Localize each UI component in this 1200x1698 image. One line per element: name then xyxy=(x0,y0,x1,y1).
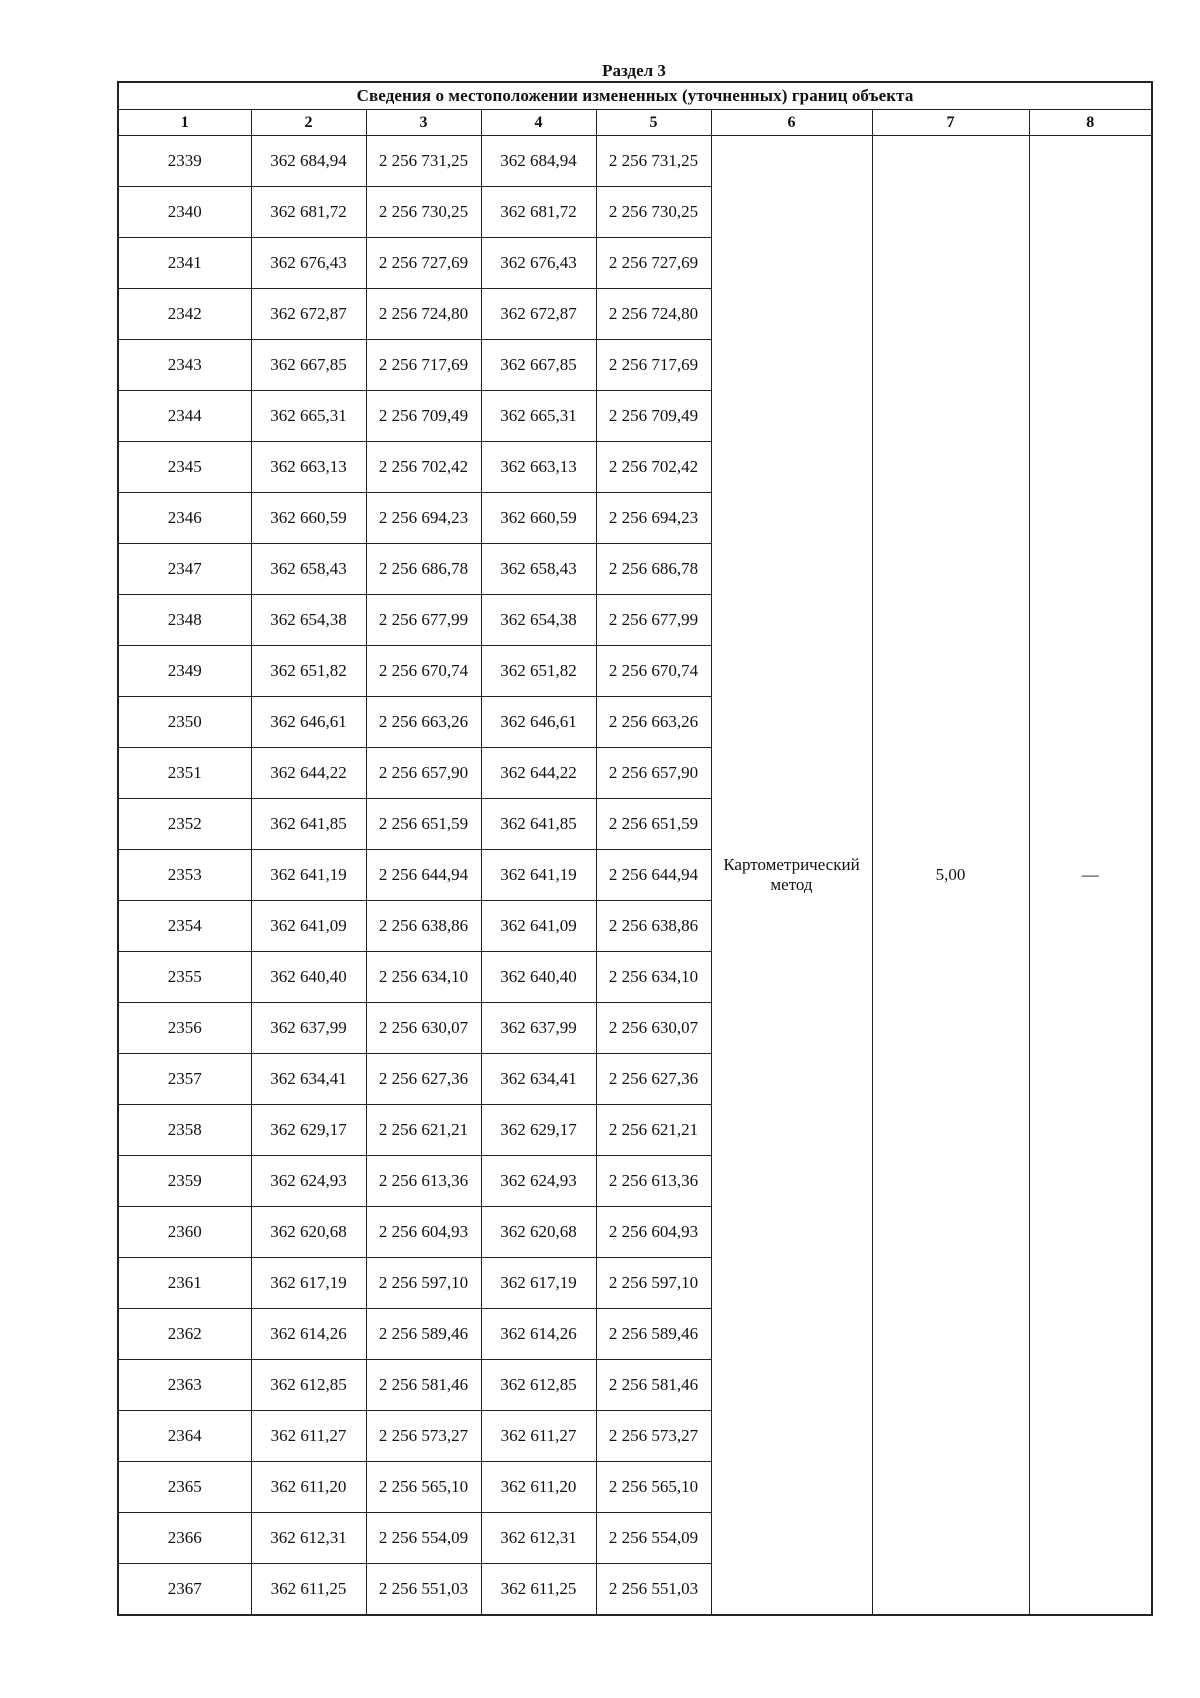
x-coordinate-cell: 362 637,99 xyxy=(251,1003,366,1054)
x-coordinate-cell: 362 676,43 xyxy=(251,238,366,289)
accuracy-cell: 5,00 xyxy=(872,136,1029,1616)
x-coordinate-cell: 362 620,68 xyxy=(251,1207,366,1258)
table-caption-row xyxy=(118,82,1152,110)
point-number-cell: 2340 xyxy=(118,187,251,238)
x-coordinate-new-cell: 362 640,40 xyxy=(481,952,596,1003)
x-coordinate-cell: 362 658,43 xyxy=(251,544,366,595)
y-coordinate-new-cell: 2 256 554,09 xyxy=(596,1513,711,1564)
x-coordinate-new-cell: 362 614,26 xyxy=(481,1309,596,1360)
x-coordinate-cell: 362 634,41 xyxy=(251,1054,366,1105)
y-coordinate-new-cell: 2 256 604,93 xyxy=(596,1207,711,1258)
y-coordinate-new-cell: 2 256 717,69 xyxy=(596,340,711,391)
point-number-cell: 2365 xyxy=(118,1462,251,1513)
x-coordinate-new-cell: 362 641,09 xyxy=(481,901,596,952)
column-number-3: 3 xyxy=(366,110,481,136)
x-coordinate-new-cell: 362 641,19 xyxy=(481,850,596,901)
point-number-cell: 2357 xyxy=(118,1054,251,1105)
point-number-cell: 2353 xyxy=(118,850,251,901)
y-coordinate-cell: 2 256 621,21 xyxy=(366,1105,481,1156)
x-coordinate-cell: 362 640,40 xyxy=(251,952,366,1003)
section-title: Раздел 3 xyxy=(602,61,666,80)
x-coordinate-new-cell: 362 641,85 xyxy=(481,799,596,850)
y-coordinate-cell: 2 256 657,90 xyxy=(366,748,481,799)
y-coordinate-new-cell: 2 256 702,42 xyxy=(596,442,711,493)
y-coordinate-cell: 2 256 551,03 xyxy=(366,1564,481,1616)
x-coordinate-cell: 362 660,59 xyxy=(251,493,366,544)
point-number-cell: 2349 xyxy=(118,646,251,697)
point-number-cell: 2361 xyxy=(118,1258,251,1309)
column-number-6: 6 xyxy=(711,110,872,136)
point-number-cell: 2342 xyxy=(118,289,251,340)
y-coordinate-cell: 2 256 727,69 xyxy=(366,238,481,289)
y-coordinate-new-cell: 2 256 724,80 xyxy=(596,289,711,340)
column-number-8: 8 xyxy=(1029,110,1152,136)
y-coordinate-new-cell: 2 256 634,10 xyxy=(596,952,711,1003)
x-coordinate-new-cell: 362 624,93 xyxy=(481,1156,596,1207)
y-coordinate-cell: 2 256 613,36 xyxy=(366,1156,481,1207)
method-cell xyxy=(711,136,872,1616)
y-coordinate-cell: 2 256 709,49 xyxy=(366,391,481,442)
x-coordinate-cell: 362 672,87 xyxy=(251,289,366,340)
x-coordinate-cell: 362 624,93 xyxy=(251,1156,366,1207)
point-number-cell: 2346 xyxy=(118,493,251,544)
x-coordinate-cell: 362 617,19 xyxy=(251,1258,366,1309)
description-cell: — xyxy=(1029,136,1152,1616)
y-coordinate-cell: 2 256 731,25 xyxy=(366,136,481,187)
y-coordinate-cell: 2 256 724,80 xyxy=(366,289,481,340)
y-coordinate-cell: 2 256 589,46 xyxy=(366,1309,481,1360)
column-number-7: 7 xyxy=(872,110,1029,136)
x-coordinate-cell: 362 663,13 xyxy=(251,442,366,493)
y-coordinate-cell: 2 256 638,86 xyxy=(366,901,481,952)
point-number-cell: 2355 xyxy=(118,952,251,1003)
x-coordinate-new-cell: 362 646,61 xyxy=(481,697,596,748)
x-coordinate-new-cell: 362 658,43 xyxy=(481,544,596,595)
y-coordinate-new-cell: 2 256 709,49 xyxy=(596,391,711,442)
x-coordinate-cell: 362 654,38 xyxy=(251,595,366,646)
x-coordinate-new-cell: 362 612,31 xyxy=(481,1513,596,1564)
x-coordinate-cell: 362 641,19 xyxy=(251,850,366,901)
y-coordinate-cell: 2 256 694,23 xyxy=(366,493,481,544)
x-coordinate-cell: 362 612,85 xyxy=(251,1360,366,1411)
point-number-cell: 2362 xyxy=(118,1309,251,1360)
y-coordinate-new-cell: 2 256 565,10 xyxy=(596,1462,711,1513)
y-coordinate-new-cell: 2 256 686,78 xyxy=(596,544,711,595)
point-number-cell: 2356 xyxy=(118,1003,251,1054)
point-number-cell: 2339 xyxy=(118,136,251,187)
x-coordinate-new-cell: 362 654,38 xyxy=(481,595,596,646)
x-coordinate-cell: 362 614,26 xyxy=(251,1309,366,1360)
column-number-1: 1 xyxy=(118,110,251,136)
y-coordinate-new-cell: 2 256 630,07 xyxy=(596,1003,711,1054)
x-coordinate-new-cell: 362 637,99 xyxy=(481,1003,596,1054)
x-coordinate-cell: 362 612,31 xyxy=(251,1513,366,1564)
point-number-cell: 2343 xyxy=(118,340,251,391)
point-number-cell: 2360 xyxy=(118,1207,251,1258)
y-coordinate-new-cell: 2 256 621,21 xyxy=(596,1105,711,1156)
x-coordinate-cell: 362 644,22 xyxy=(251,748,366,799)
point-number-cell: 2367 xyxy=(118,1564,251,1616)
x-coordinate-cell: 362 681,72 xyxy=(251,187,366,238)
x-coordinate-new-cell: 362 620,68 xyxy=(481,1207,596,1258)
y-coordinate-cell: 2 256 730,25 xyxy=(366,187,481,238)
column-number-2: 2 xyxy=(251,110,366,136)
x-coordinate-cell: 362 611,27 xyxy=(251,1411,366,1462)
y-coordinate-cell: 2 256 670,74 xyxy=(366,646,481,697)
y-coordinate-cell: 2 256 634,10 xyxy=(366,952,481,1003)
y-coordinate-new-cell: 2 256 677,99 xyxy=(596,595,711,646)
x-coordinate-new-cell: 362 611,25 xyxy=(481,1564,596,1616)
table-caption: Сведения о местоположении измененных (уточненных) границ объекта xyxy=(118,82,1152,110)
y-coordinate-new-cell: 2 256 651,59 xyxy=(596,799,711,850)
column-number-4: 4 xyxy=(481,110,596,136)
x-coordinate-cell: 362 611,25 xyxy=(251,1564,366,1616)
y-coordinate-cell: 2 256 554,09 xyxy=(366,1513,481,1564)
y-coordinate-cell: 2 256 663,26 xyxy=(366,697,481,748)
point-number-cell: 2345 xyxy=(118,442,251,493)
x-coordinate-new-cell: 362 665,31 xyxy=(481,391,596,442)
y-coordinate-cell: 2 256 565,10 xyxy=(366,1462,481,1513)
y-coordinate-cell: 2 256 644,94 xyxy=(366,850,481,901)
y-coordinate-cell: 2 256 630,07 xyxy=(366,1003,481,1054)
x-coordinate-new-cell: 362 612,85 xyxy=(481,1360,596,1411)
point-number-cell: 2366 xyxy=(118,1513,251,1564)
coordinates-table xyxy=(117,81,1153,1616)
x-coordinate-cell: 362 684,94 xyxy=(251,136,366,187)
x-coordinate-cell: 362 611,20 xyxy=(251,1462,366,1513)
y-coordinate-cell: 2 256 604,93 xyxy=(366,1207,481,1258)
x-coordinate-new-cell: 362 672,87 xyxy=(481,289,596,340)
y-coordinate-new-cell: 2 256 694,23 xyxy=(596,493,711,544)
y-coordinate-cell: 2 256 597,10 xyxy=(366,1258,481,1309)
y-coordinate-cell: 2 256 627,36 xyxy=(366,1054,481,1105)
y-coordinate-new-cell: 2 256 597,10 xyxy=(596,1258,711,1309)
point-number-cell: 2348 xyxy=(118,595,251,646)
y-coordinate-new-cell: 2 256 731,25 xyxy=(596,136,711,187)
y-coordinate-new-cell: 2 256 727,69 xyxy=(596,238,711,289)
y-coordinate-cell: 2 256 702,42 xyxy=(366,442,481,493)
point-number-cell: 2341 xyxy=(118,238,251,289)
x-coordinate-new-cell: 362 663,13 xyxy=(481,442,596,493)
x-coordinate-new-cell: 362 660,59 xyxy=(481,493,596,544)
method-line-1: Картометрический xyxy=(723,855,860,874)
x-coordinate-new-cell: 362 651,82 xyxy=(481,646,596,697)
point-number-cell: 2354 xyxy=(118,901,251,952)
point-number-cell: 2350 xyxy=(118,697,251,748)
y-coordinate-new-cell: 2 256 573,27 xyxy=(596,1411,711,1462)
point-number-cell: 2351 xyxy=(118,748,251,799)
y-coordinate-new-cell: 2 256 638,86 xyxy=(596,901,711,952)
x-coordinate-cell: 362 641,09 xyxy=(251,901,366,952)
y-coordinate-new-cell: 2 256 551,03 xyxy=(596,1564,711,1616)
point-number-cell: 2347 xyxy=(118,544,251,595)
y-coordinate-new-cell: 2 256 581,46 xyxy=(596,1360,711,1411)
x-coordinate-new-cell: 362 676,43 xyxy=(481,238,596,289)
point-number-cell: 2352 xyxy=(118,799,251,850)
y-coordinate-new-cell: 2 256 730,25 xyxy=(596,187,711,238)
x-coordinate-new-cell: 362 667,85 xyxy=(481,340,596,391)
x-coordinate-cell: 362 629,17 xyxy=(251,1105,366,1156)
x-coordinate-new-cell: 362 681,72 xyxy=(481,187,596,238)
y-coordinate-new-cell: 2 256 589,46 xyxy=(596,1309,711,1360)
y-coordinate-cell: 2 256 717,69 xyxy=(366,340,481,391)
y-coordinate-cell: 2 256 677,99 xyxy=(366,595,481,646)
y-coordinate-cell: 2 256 573,27 xyxy=(366,1411,481,1462)
x-coordinate-new-cell: 362 611,20 xyxy=(481,1462,596,1513)
point-number-cell: 2364 xyxy=(118,1411,251,1462)
point-number-cell: 2363 xyxy=(118,1360,251,1411)
table-row xyxy=(118,136,1152,187)
point-number-cell: 2344 xyxy=(118,391,251,442)
x-coordinate-cell: 362 667,85 xyxy=(251,340,366,391)
x-coordinate-cell: 362 641,85 xyxy=(251,799,366,850)
y-coordinate-cell: 2 256 581,46 xyxy=(366,1360,481,1411)
method-line-2: метод xyxy=(770,875,813,894)
x-coordinate-cell: 362 651,82 xyxy=(251,646,366,697)
point-number-cell: 2359 xyxy=(118,1156,251,1207)
y-coordinate-new-cell: 2 256 657,90 xyxy=(596,748,711,799)
y-coordinate-new-cell: 2 256 663,26 xyxy=(596,697,711,748)
column-numbers-row xyxy=(118,110,1152,136)
x-coordinate-new-cell: 362 617,19 xyxy=(481,1258,596,1309)
x-coordinate-new-cell: 362 684,94 xyxy=(481,136,596,187)
x-coordinate-cell: 362 646,61 xyxy=(251,697,366,748)
x-coordinate-new-cell: 362 644,22 xyxy=(481,748,596,799)
y-coordinate-new-cell: 2 256 627,36 xyxy=(596,1054,711,1105)
x-coordinate-new-cell: 362 629,17 xyxy=(481,1105,596,1156)
y-coordinate-new-cell: 2 256 670,74 xyxy=(596,646,711,697)
x-coordinate-new-cell: 362 611,27 xyxy=(481,1411,596,1462)
y-coordinate-new-cell: 2 256 613,36 xyxy=(596,1156,711,1207)
y-coordinate-cell: 2 256 651,59 xyxy=(366,799,481,850)
column-number-5: 5 xyxy=(596,110,711,136)
y-coordinate-new-cell: 2 256 644,94 xyxy=(596,850,711,901)
x-coordinate-cell: 362 665,31 xyxy=(251,391,366,442)
y-coordinate-cell: 2 256 686,78 xyxy=(366,544,481,595)
point-number-cell: 2358 xyxy=(118,1105,251,1156)
x-coordinate-new-cell: 362 634,41 xyxy=(481,1054,596,1105)
